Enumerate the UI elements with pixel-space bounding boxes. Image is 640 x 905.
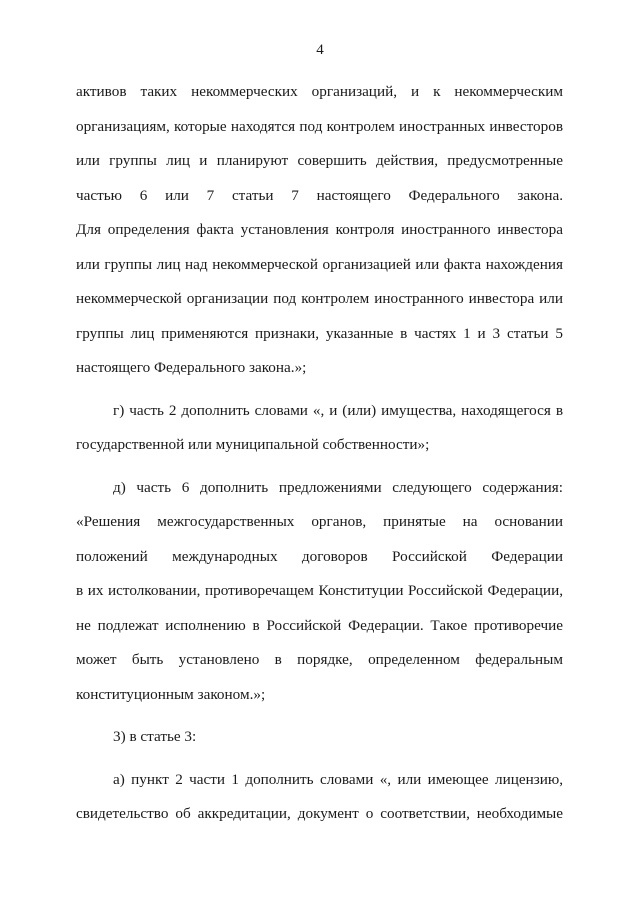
text-line: организациям, которые находятся под контролем иностранных инвесторов xyxy=(76,117,563,135)
text-line: может быть установлено в порядке, определенном федеральным xyxy=(76,651,563,668)
text-line: группы лиц применяются признаки, указанные в частях 1 и 3 статьи 5 xyxy=(76,324,563,342)
paragraph-gap xyxy=(76,755,563,763)
paragraph-4 xyxy=(76,720,563,755)
text-line: свидетельство об аккредитации, документ о соответствии, необходимые xyxy=(76,805,563,822)
paragraph-5 xyxy=(76,763,563,832)
text-line: или группы лиц и планируют совершить действия, предусмотренные xyxy=(76,152,563,169)
paragraph-1 xyxy=(76,75,563,386)
text-line: настоящего Федерального закона.»; xyxy=(76,359,307,376)
text-line: или группы лиц над некоммерческой организацией или факта нахождения xyxy=(76,255,563,273)
text-line: г) часть 2 дополнить словами «, и (или) имущества, находящегося в xyxy=(113,401,563,419)
text-line: а) пункт 2 части 1 дополнить словами «, или имеющее лицензию, xyxy=(113,770,563,788)
text-line: Для определения факта установления контроля иностранного инвестора xyxy=(76,221,563,238)
text-line: активов таких некоммерческих организаций, и к некоммерческим xyxy=(76,83,563,100)
paragraph-gap xyxy=(76,463,563,471)
paragraph-2 xyxy=(76,394,563,463)
paragraph-3 xyxy=(76,471,563,713)
text-line: 3) в статье 3: xyxy=(113,728,197,745)
text-line: частью 6 или 7 статьи 7 настоящего Федерального закона. xyxy=(76,186,563,204)
text-line: д) часть 6 дополнить предложениями следующего содержания: xyxy=(113,478,563,496)
text-line: не подлежат исполнению в Российской Федерации. Такое противоречие xyxy=(76,616,563,634)
text-line: положений международных договоров Российской Федерации xyxy=(76,547,563,565)
paragraph-gap xyxy=(76,386,563,394)
text-line: некоммерческой организации под контролем иностранного инвестора или xyxy=(76,290,563,307)
text-line: «Решения межгосударственных органов, принятые на основании xyxy=(76,513,563,530)
text-line: в их истолковании, противоречащем Конституции Российской Федерации, xyxy=(76,582,563,599)
text-line: конституционным законом.»; xyxy=(76,685,266,703)
page-number: 4 xyxy=(316,42,324,58)
document-body xyxy=(76,75,563,832)
paragraph-gap xyxy=(76,712,563,720)
text-line: государственной или муниципальной собственности»; xyxy=(76,436,430,453)
